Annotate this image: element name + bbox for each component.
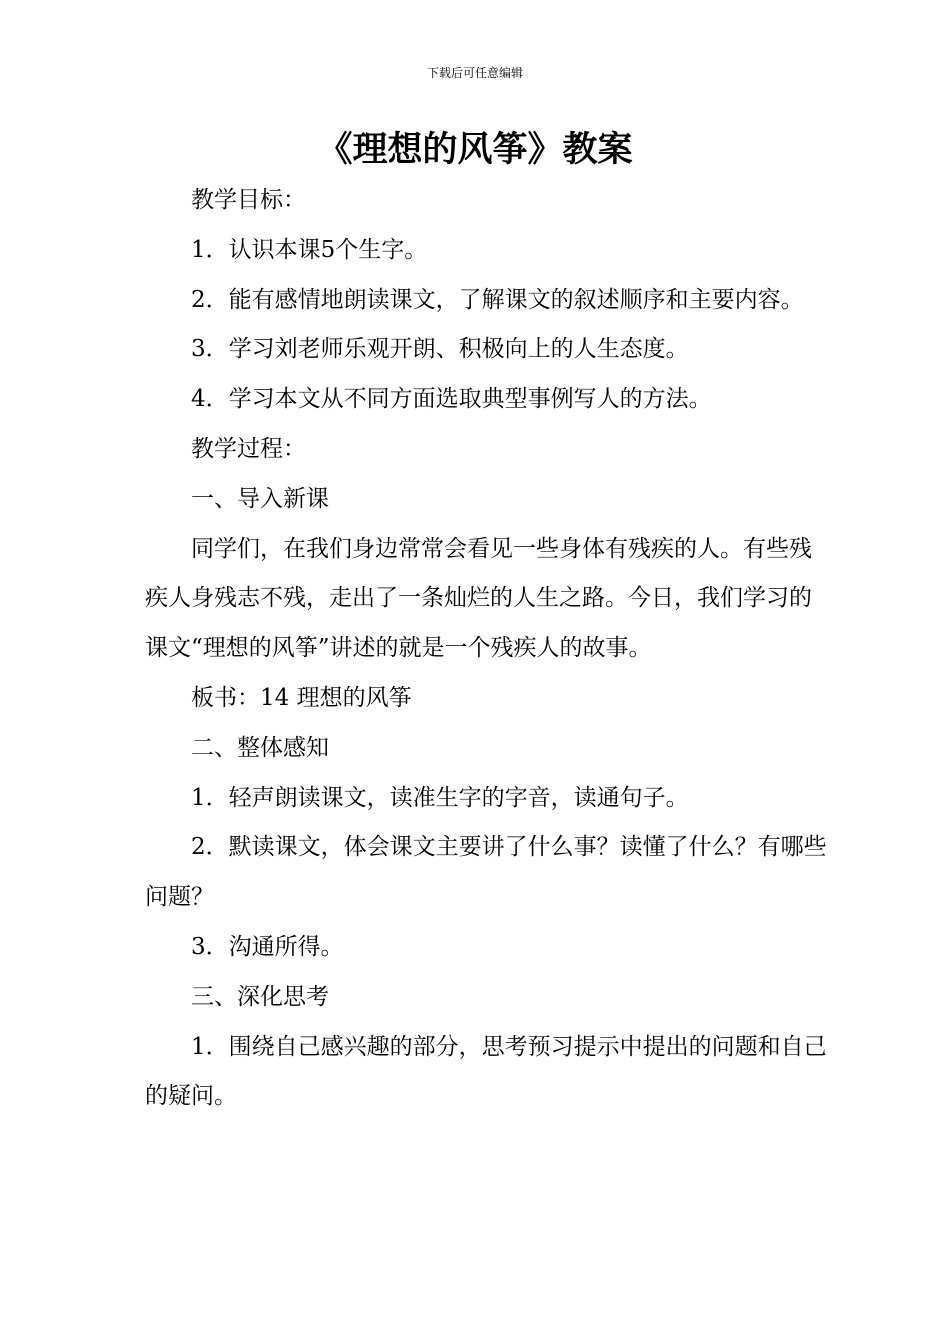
document-body xyxy=(145,176,833,1122)
paragraph-step-2-3: 3．沟通所得。 xyxy=(191,933,344,960)
paragraph-board-writing: 板书：14 理想的风筝 xyxy=(191,684,412,711)
document-title: 《理想的风筝》教案 xyxy=(317,130,633,170)
paragraph-introduction: 同学们，在我们身边常常会看见一些身体有残疾的人。有些残疾人身残志不残，走出了一条灿烂的人生之路。今日，我们学习的课文“理想的风筝”讲述的就是一个残疾人的故事。 xyxy=(145,535,812,662)
header-note: 下载后可任意编辑 xyxy=(426,66,523,80)
paragraph-section-1-heading: 一、导入新课 xyxy=(191,485,329,512)
paragraph-process-heading: 教学过程： xyxy=(191,435,306,462)
paragraph-step-3-1: 1．围绕自己感兴趣的部分，思考预习提示中提出的问题和自己的疑问。 xyxy=(145,1033,827,1110)
paragraph-objectives-heading: 教学目标： xyxy=(191,187,306,213)
paragraph-objective-2: 2．能有感情地朗读课文，了解课文的叙述顺序和主要内容。 xyxy=(191,286,804,313)
paragraph-step-2-2: 2．默读课文，体会课文主要讲了什么事？读懂了什么？有哪些问题？ xyxy=(145,834,827,911)
paragraph-step-2-1: 1．轻声朗读课文，读准生字的字音，读通句子。 xyxy=(191,784,689,811)
paragraph-objective-1: 1．认识本课5个生字。 xyxy=(191,236,428,263)
paragraph-objective-3: 3．学习刘老师乐观开朗、积极向上的人生态度。 xyxy=(191,336,689,363)
paragraph-section-3-heading: 三、深化思考 xyxy=(191,983,329,1010)
paragraph-objective-4: 4．学习本文从不同方面选取典型事例写人的方法。 xyxy=(191,386,712,413)
paragraph-section-2-heading: 二、整体感知 xyxy=(191,734,329,761)
